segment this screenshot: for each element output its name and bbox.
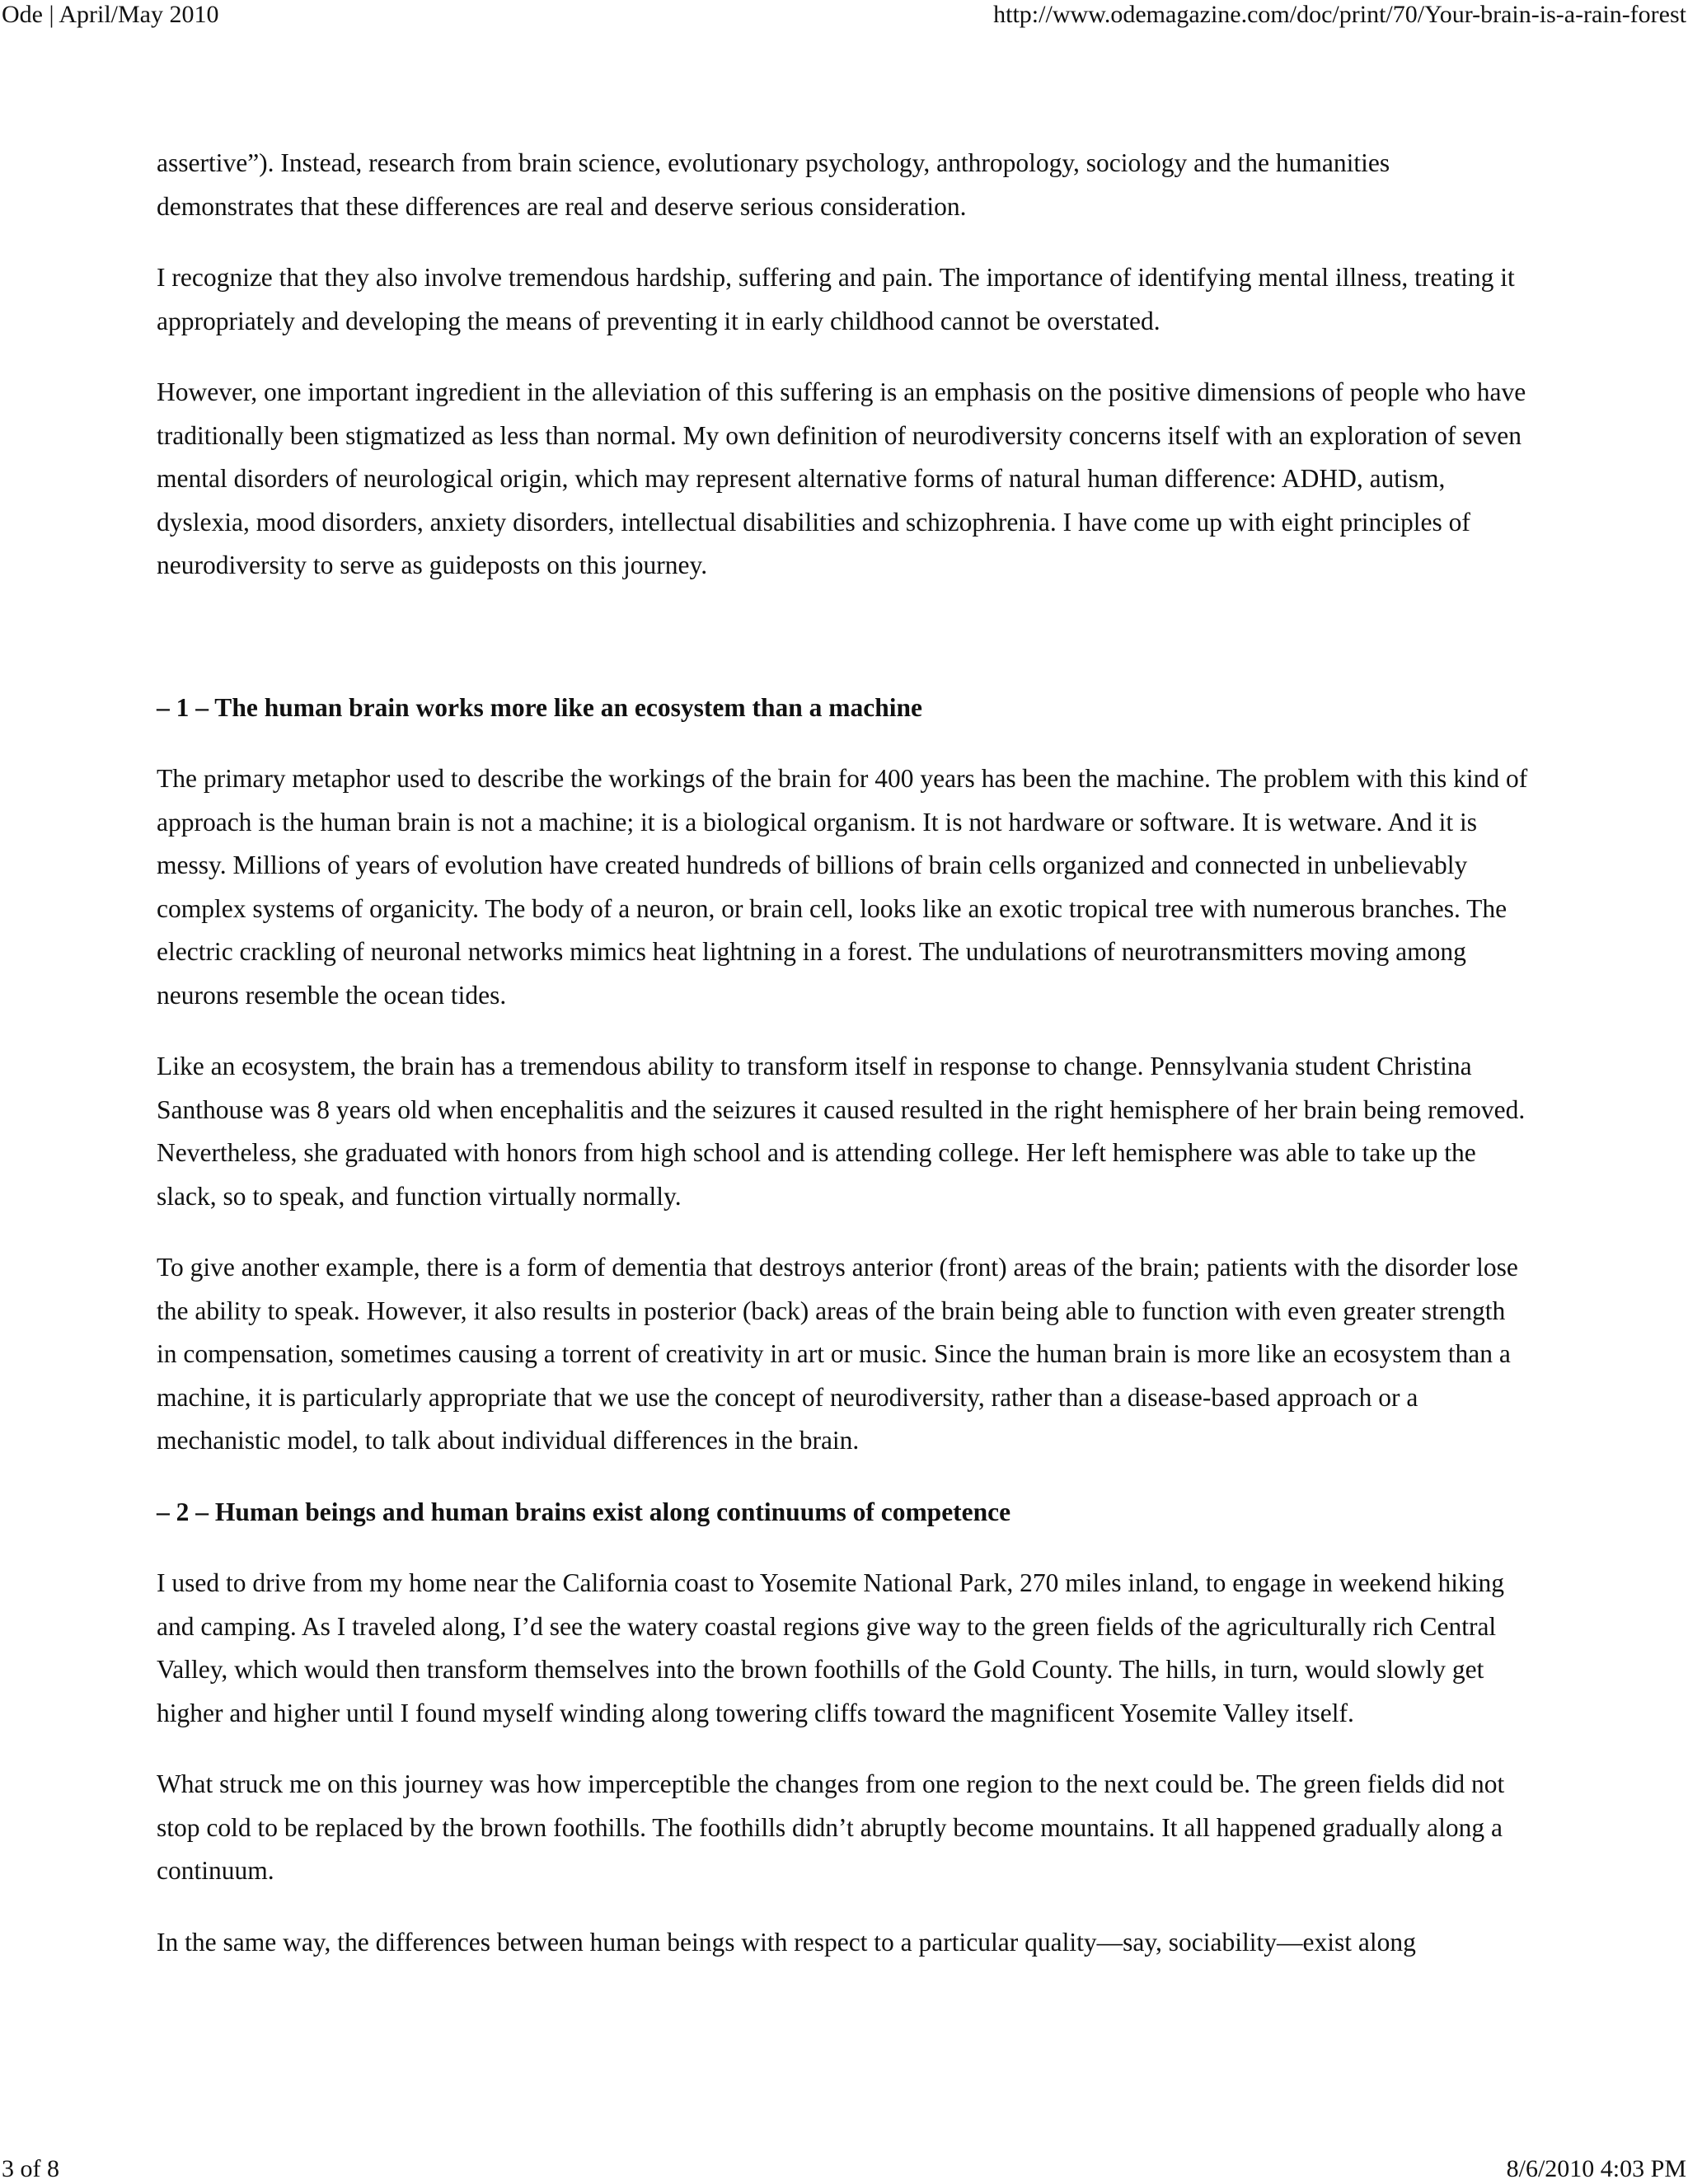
intro-paragraph-1: assertive”). Instead, research from brain science, evolutionary psychology, anthropology, sociology and the humanities demonstrates that these differences are real and deserve serious consideration.	[157, 148, 1390, 221]
intro-paragraph-3: However, one important ingredient in the alleviation of this suffering is an emphasis on the positive dimensions of people who have traditionally been stigmatized as less than normal. My own definition of neurodiversity concerns itself with an exploration of seven mental disorders of neurological origin, which may represent alternative forms of natural human difference: ADHD, autism, dyslexia, mood disorders, anxiety disorders, intellectual disabilities and schizophrenia. I have come up with eight principles of neurodiversity to serve as guideposts on this journey.	[157, 377, 1526, 579]
print-timestamp: 8/6/2010 4:03 PM	[1506, 2155, 1686, 2182]
section-1-paragraph-2: Like an ecosystem, the brain has a tremendous ability to transform itself in response to change. Pennsylvania student Christina Santhouse was 8 years old when encephalitis and the seizures it caused resulted in the right hemisphere of her brain being removed. Nevertheless, she graduated with honors from high school and is attending college. Her left hemisphere was able to take up the slack, so to speak, and function virtually normally.	[157, 1052, 1526, 1211]
section-2-paragraph-3: In the same way, the differences between human beings with respect to a particular quality—say, sociability—exist along	[157, 1927, 1416, 1957]
section-1-paragraph-1: The primary metaphor used to describe the workings of the brain for 400 years has been the machine. The problem with this kind of approach is the human brain is not a machine; it is a biological organism. It is not hardware or software. It is wetware. And it is messy. Millions of years of evolution have created hundreds of billions of brain cells organized and connected in unbelievably complex systems of organicity. The body of a neuron, or brain cell, looks like an exotic tropical tree with numerous branches. The electric crackling of neuronal networks mimics heat lightning in a forest. The undulations of neurotransmitters moving among neurons resemble the ocean tides.	[157, 764, 1528, 1010]
page-number: 3 of 8	[2, 2155, 59, 2182]
section-2-paragraph-1: I used to drive from my home near the California coast to Yosemite National Park, 270 miles inland, to engage in weekend hiking and camping. As I traveled along, I’d see the watery coastal regions give way to the green fields of the agriculturally rich Central Valley, which would then transform themselves into the brown foothills of the Gold County. The hills, in turn, would slowly get higher and higher until I found myself winding along towering cliffs toward the magnificent Yosemite Valley itself.	[157, 1568, 1505, 1727]
section-2-heading: – 2 – Human beings and human brains exist along continuums of competence	[157, 1497, 1011, 1526]
section-1-heading: – 1 – The human brain works more like an ecosystem than a machine	[157, 692, 923, 722]
intro-paragraph-2: I recognize that they also involve tremendous hardship, suffering and pain. The importance of identifying mental illness, treating it appropriately and developing the means of preventing it in early childhood cannot be overstated.	[157, 263, 1515, 335]
print-header-url: http://www.odemagazine.com/doc/print/70/Your-brain-is-a-rain-forest	[993, 1, 1686, 28]
section-1-paragraph-3: To give another example, there is a form of dementia that destroys anterior (front) areas of the brain; patients with the disorder lose the ability to speak. However, it also results in posterior (back) areas of the brain being able to function with even greater strength in compensation, sometimes causing a torrent of creativity in art or music. Since the human brain is more like an ecosystem than a machine, it is particularly appropriate that we use the concept of neurodiversity, rather than a disease-based approach or a mechanistic model, to talk about individual differences in the brain.	[157, 1253, 1518, 1455]
print-header-title: Ode | April/May 2010	[2, 1, 219, 28]
section-spacer	[157, 616, 1529, 687]
print-header	[0, 0, 1688, 30]
print-footer	[0, 2154, 1688, 2184]
article-body	[157, 142, 1529, 1992]
section-2-paragraph-2: What struck me on this journey was how imperceptible the changes from one region to the next could be. The green fields did not stop cold to be replaced by the brown foothills. The foothills didn’t abruptly become mountains. It all happened gradually along a continuum.	[157, 1769, 1505, 1885]
